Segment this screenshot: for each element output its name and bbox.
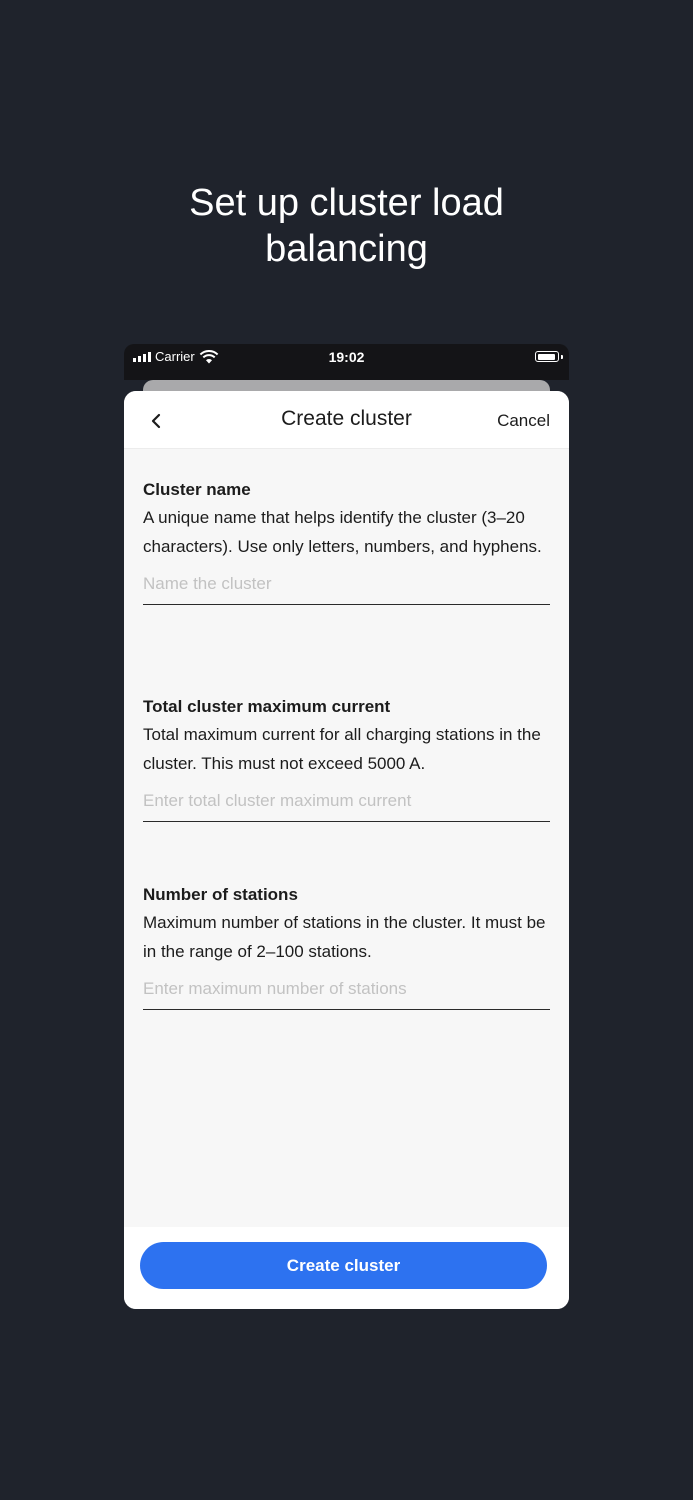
status-bar (124, 344, 569, 380)
cluster-name-description: A unique name that helps identify the cluster (3–20 characters). Use only letters, numbers, and hyphens. (143, 508, 542, 556)
max-current-label: Total cluster maximum current (143, 697, 391, 716)
cluster-name-label: Cluster name (143, 480, 251, 499)
station-count-input[interactable] (143, 979, 550, 1010)
footer-bar (124, 1227, 569, 1309)
nav-bar (124, 391, 569, 449)
max-current-description: Total maximum current for all charging stations in the cluster. This must not exceed 5000 A. (143, 725, 541, 773)
max-current-input[interactable] (143, 791, 550, 822)
battery-tip (561, 355, 563, 359)
status-time: 19:02 (328, 349, 365, 365)
headline-line-1: Set up cluster load (189, 182, 504, 224)
create-cluster-sheet (124, 391, 569, 1309)
max-current-field-group (143, 697, 550, 822)
cancel-button[interactable]: Cancel (497, 411, 550, 430)
create-cluster-button[interactable]: Create cluster (140, 1242, 547, 1289)
station-count-description: Maximum number of stations in the cluster. It must be in the range of 2–100 stations. (143, 913, 546, 961)
headline-line-2: balancing (265, 228, 428, 270)
carrier-name: Carrier (155, 349, 195, 364)
cluster-name-field-group (143, 480, 550, 605)
battery-icon (535, 351, 559, 362)
cluster-name-input[interactable] (143, 574, 550, 605)
station-count-field-group (143, 885, 550, 1010)
station-count-label: Number of stations (143, 885, 298, 904)
page-title: Create cluster (281, 407, 412, 430)
promo-headline (0, 180, 693, 272)
